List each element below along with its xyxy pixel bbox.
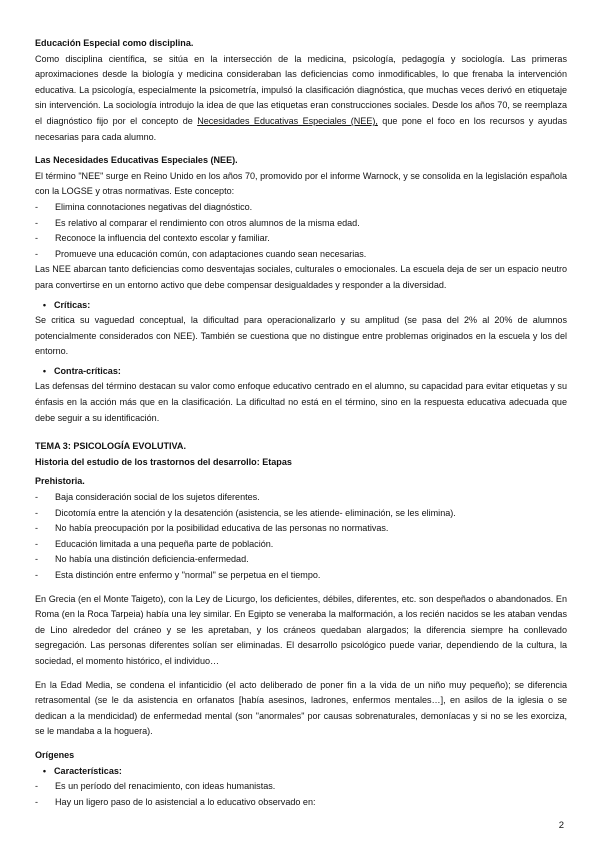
list-item: - Educación limitada a una pequeña parte de población. xyxy=(35,538,274,549)
paragraph-contra-criticas: Las defensas del término destacan su valor como enfoque educativo centrado en el alumno, su capacidad para evitar etiquetas y su énfasis en la acción más que en la clasificación. La dificultad no está en el término, sino en la respuesta educativa adecuada que debe seguir a su identificación. xyxy=(35,381,567,423)
paragraph-educacion-especial xyxy=(35,52,567,146)
subheading-caracteristicas: • Características: xyxy=(42,765,122,776)
section-heading-educacion-especial: Educación Especial como disciplina. xyxy=(35,38,194,48)
list-item: - Reconoce la influencia del contexto escolar y familiar. xyxy=(35,233,270,244)
text-span: que pone el foco en los recursos y ayudas necesarias para cada alumno. xyxy=(35,115,567,142)
paragraph-nee-outro: Las NEE abarcan tanto deficiencias como desventajas sociales, culturales o emocionales. La escuela deja de ser un espacio neutro para convertirse en un entorno activo que debe compensar desigualdades y responder a la diversidad. xyxy=(35,264,567,290)
list-item: - Dicotomía entre la atención y la desatención (asistencia, se les atiende- eliminación, se les elimina). xyxy=(35,507,456,518)
list-item: - Hay un ligero paso de lo asistencial a lo educativo observado en: xyxy=(35,796,316,807)
text-span: Como disciplina científica, se sitúa en la intersección de la medicina, psicología, pedagogía y sociología. Las primeras aproximaciones desde la biología y medicina consideraban las deficiencias como inmodificables, lo que frenaba la intervención educativa. La psicología, especialmente la psicometría, impulsó la clasificación diagnóstica, que muchas veces derivó en etiquetaje sin intervención. La sociología introdujo la idea de que las etiquetas eran construcciones sociales. Desde los años 70, se reemplaza el diagnóstico fijo por el concepto de xyxy=(35,53,567,126)
tema-subtitle: Historia del estudio de los trastornos del desarrollo: Etapas xyxy=(35,456,292,467)
list-item: - No había una distinción deficiencia-enfermedad. xyxy=(35,554,249,565)
tema-title: TEMA 3: PSICOLOGÍA EVOLUTIVA. xyxy=(35,441,186,452)
section-heading-origenes: Orígenes xyxy=(35,749,75,760)
list-item: - Es un período del renacimiento, con ideas humanistas. xyxy=(35,781,276,792)
list-item: - Elimina connotaciones negativas del diagnóstico. xyxy=(35,201,253,212)
paragraph-criticas: Se critica su vaguedad conceptual, la dificultad para operacionalizarlo y su amplitud (se pasa del 2% al 20% de alumnos potencialmente considerados con NEE). También se cuestiona que no distingue entre problemas originados en la escuela y los del entorno. xyxy=(35,315,567,357)
list-item: - Baja consideración social de los sujetos diferentes. xyxy=(35,492,260,503)
document-page xyxy=(35,36,567,810)
list-item: - Es relativo al comparar el rendimiento con otros alumnos de la misma edad. xyxy=(35,217,360,228)
section-heading-nee: Las Necesidades Educativas Especiales (NEE). xyxy=(35,155,238,166)
paragraph-edad-media: En la Edad Media, se condena el infanticidio (el acto deliberado de poner fin a la vida de un niño muy pequeño); se diferencia retrasomental (se le da asistencia en orfanatos [había asesinos, ladrones, enfermos mentales…], en asilos de la iglesia o se dedican a la mendicidad) de enfermedad mental (son "anormales" por causas sobrenaturales, demoníacas y si no se les exorciza, se le mandaba a la hoguera). xyxy=(35,679,567,737)
paragraph-nee-intro: El término "NEE" surge en Reino Unido en los años 70, promovido por el informe Warnock, y se consolida en la legislación española con la LOGSE y otras normativas. Este concepto: xyxy=(35,170,567,197)
subheading-criticas: • Críticas: xyxy=(42,299,91,310)
page-number: 2 xyxy=(558,820,564,831)
nee-underlined-term: Necesidades Educativas Especiales (NEE), xyxy=(197,115,378,126)
list-item: - No había preocupación por la posibilidad educativa de las personas no normativas. xyxy=(35,523,389,534)
list-item: - Promueve una educación común, con adaptaciones cuando sean necesarias. xyxy=(35,248,367,259)
subheading-contra-criticas: • Contra-críticas: xyxy=(42,365,121,376)
paragraph-grecia-roma-egipto: En Grecia (en el Monte Taigeto), con la Ley de Licurgo, los deficientes, débiles, diferentes, etc. son despeñados o abandonados. En Roma (en la Roca Tarpeia) había una ley similar. En Egipto se veneraba la malformación, a los recién nacidos se les ataban vendas de Lino alrededor del cráneo y se les apretaban, y los cráneos quedaban alargados; la diferencia siempre ha conllevado segregación. Las personas diferentes solían ser eliminadas. El desarrollo psicológico puede variar, dependiendo de la cultura, la sociedad, el momento histórico, el individuo… xyxy=(35,593,567,666)
section-heading-prehistoria: Prehistoria. xyxy=(35,476,85,487)
list-item: - Esta distinción entre enfermo y "normal" se perpetua en el tiempo. xyxy=(35,570,321,580)
